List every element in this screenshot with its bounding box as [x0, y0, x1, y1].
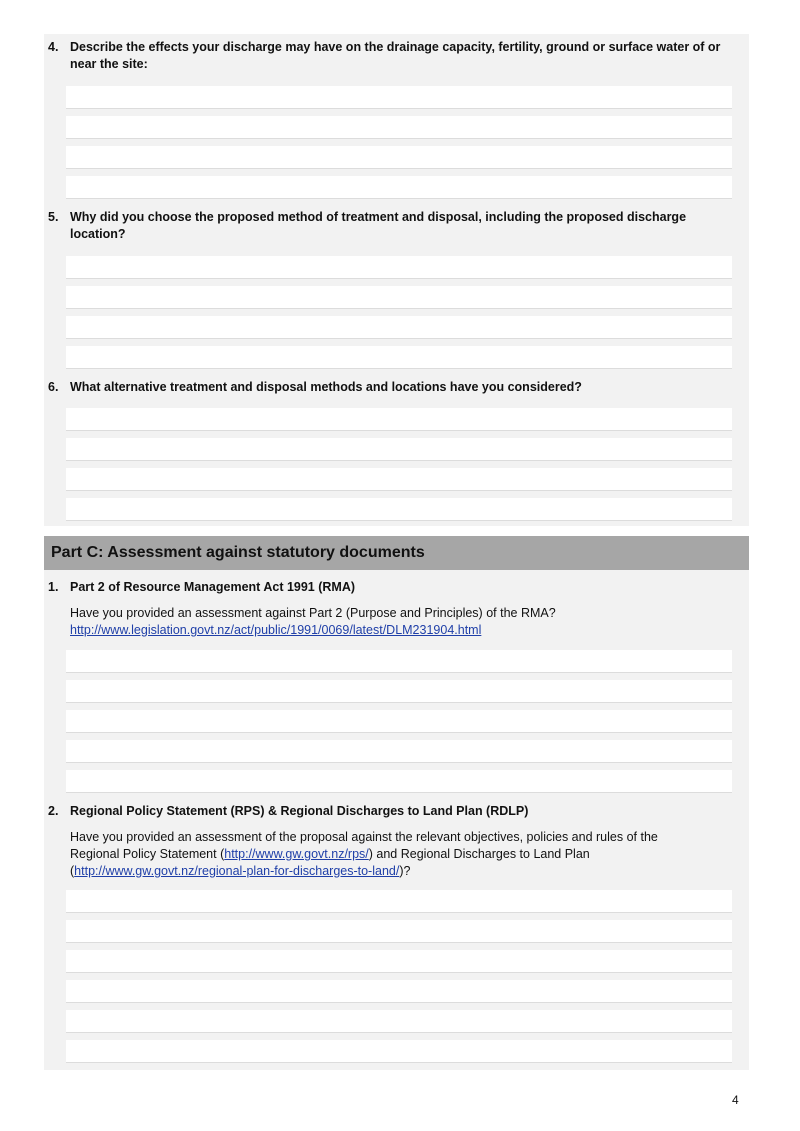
part-c-question-1 — [48, 579, 735, 596]
answer-field[interactable] — [66, 438, 732, 461]
question-number: 1. — [48, 580, 59, 594]
answer-field[interactable] — [66, 468, 732, 491]
question-2-text-line-3 — [70, 863, 730, 880]
answer-field[interactable] — [66, 770, 732, 793]
answer-field[interactable] — [66, 176, 732, 199]
answer-field[interactable] — [66, 146, 732, 169]
page-number: 4 — [732, 1093, 739, 1107]
answer-field[interactable] — [66, 650, 732, 673]
answer-lines-q5 — [66, 256, 732, 376]
question-5 — [48, 209, 735, 243]
question-text: Why did you choose the proposed method of treatment and disposal, including the proposed discharge location? — [70, 210, 687, 241]
answer-field[interactable] — [66, 316, 732, 339]
answer-field[interactable] — [66, 950, 732, 973]
part-c-title: Part C: Assessment against statutory documents — [51, 544, 425, 561]
question-number: 5. — [48, 210, 59, 224]
answer-field[interactable] — [66, 256, 732, 279]
answer-lines-c2 — [66, 890, 732, 1070]
rdlp-link[interactable]: http://www.gw.govt.nz/regional-plan-for-discharges-to-land/ — [74, 864, 400, 878]
question-number: 6. — [48, 380, 59, 394]
answer-field[interactable] — [66, 116, 732, 139]
text-fragment: ) and Regional Discharges to Land Plan — [368, 847, 590, 861]
question-title: Part 2 of Resource Management Act 1991 (RMA) — [70, 580, 356, 594]
question-text: What alternative treatment and disposal methods and locations have you considered? — [70, 380, 582, 394]
question-title: Regional Policy Statement (RPS) & Regional Discharges to Land Plan (RDLP) — [70, 804, 529, 818]
answer-field[interactable] — [66, 1010, 732, 1033]
answer-lines-q4 — [66, 86, 732, 206]
answer-field[interactable] — [66, 408, 732, 431]
part-c-question-2 — [48, 803, 735, 820]
answer-lines-q6 — [66, 408, 732, 528]
answer-field[interactable] — [66, 1040, 732, 1063]
question-2-text-line-1: Have you provided an assessment of the proposal against the relevant objectives, policies and rules of the — [70, 830, 658, 844]
rma-link[interactable]: http://www.legislation.govt.nz/act/public/1991/0069/latest/DLM231904.html — [70, 623, 482, 637]
answer-field[interactable] — [66, 740, 732, 763]
question-4 — [48, 39, 735, 73]
answer-field[interactable] — [66, 346, 732, 369]
question-text: Describe the effects your discharge may have on the drainage capacity, fertility, ground or surface water of or near the site: — [70, 40, 721, 71]
answer-field[interactable] — [66, 920, 732, 943]
text-fragment: ( — [70, 864, 75, 878]
question-1-text: Have you provided an assessment against Part 2 (Purpose and Principles) of the RMA? — [70, 606, 556, 620]
answer-field[interactable] — [66, 498, 732, 521]
question-number: 2. — [48, 804, 59, 818]
question-1-body — [70, 605, 730, 639]
answer-field[interactable] — [66, 86, 732, 109]
question-number: 4. — [48, 40, 59, 54]
question-6 — [48, 379, 735, 396]
part-c-header — [44, 536, 749, 570]
question-2-text-line-2 — [70, 846, 730, 863]
answer-field[interactable] — [66, 286, 732, 309]
text-fragment: )? — [399, 864, 411, 878]
text-fragment: Regional Policy Statement ( — [70, 847, 225, 861]
rps-link[interactable]: http://www.gw.govt.nz/rps/ — [224, 847, 369, 861]
answer-field[interactable] — [66, 980, 732, 1003]
questions-panel — [44, 34, 749, 526]
answer-field[interactable] — [66, 680, 732, 703]
answer-lines-c1 — [66, 650, 732, 800]
part-c-panel — [44, 570, 749, 1070]
answer-field[interactable] — [66, 890, 732, 913]
question-2-body — [70, 829, 730, 880]
answer-field[interactable] — [66, 710, 732, 733]
